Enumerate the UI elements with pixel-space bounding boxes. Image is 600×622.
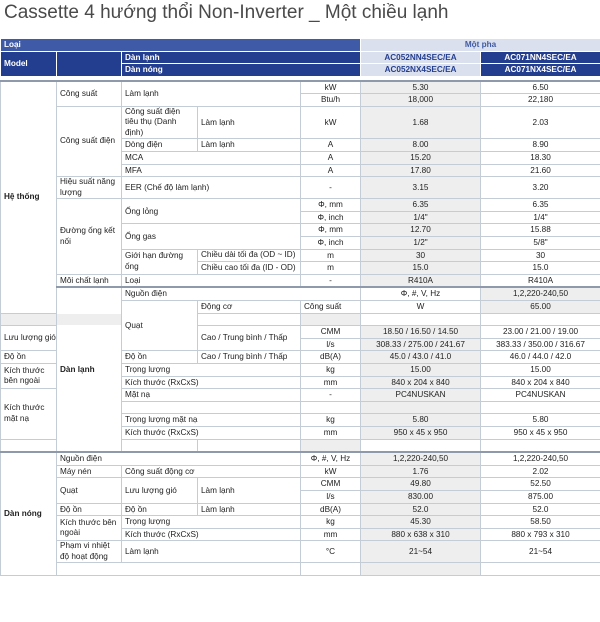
table-row: Môi chất lạnh Loại - R410A R410A bbox=[1, 274, 600, 287]
table-row: l/s 830.00 875.00 bbox=[1, 490, 600, 503]
table-row: Độ ồn Độ ồn Cao / Trung bình / Thấp dB(A) 45.0 / 43.0 / 41.0 46.0 / 44.0 / 42.0 bbox=[1, 351, 600, 364]
table-row: Ống gas Φ, mm 12.70 15.88 bbox=[1, 224, 600, 237]
table-row: Độ ồn Độ ồn Làm lạnh dB(A) 52.0 52.0 bbox=[1, 503, 600, 516]
table-row: l/s 308.33 / 275.00 / 241.67 383.33 / 350.00 / 316.67 bbox=[1, 338, 600, 351]
spec-table: Loại Một pha Model Dàn lạnh AC052NN4SEC/EA AC071NN4SEC/EA Dàn nóng AC052NX4SEC/EA AC071NX4SEC/EA Hệ thống Công suất Làm lạnh kW 5.30 6.50 Btu/h 18,000 22,180 Công suất điện Công suất điện tiêu thụ (Danh định) Làm lạnh kW 1.68 2.03 Dòng điện Làm lạnh A 8.00 8.90 MCA A 15.20 18.30 MFA A 17.80 21.60 Hiệu suất năng lượng EER (Chế độ làm lạnh) - 3.15 3.20 Đường ống kết nối Ống lỏng Φ, mm 6.35 6.35 Φ, inch 1/4" 1/4" Ống gas Φ, mm 12.70 15.88 Φ, inch 1/2" 5/8" Giới hạn đường ống Chiều dài tối đa (OD ~ ID) m 30 30 Chiều cao tối đa (ID - OD) m 15.0 15.0 Môi chất lạnh Loại - R410A R410A Dàn lạnh Nguồn điện Φ, #, V, Hz 1,2,220-240,50 Quạt Động cơ Công suất W 65.00 Lưu lượng gió Cao / Trung bình / Thấp CMM 18.50 / 16.50 / 14.50 23.00 / 21.00 / 19.00 l/s 308.33 / 275.00 / 241.67 383.33 / 350.00 / 316.67 Độ ồn Độ ồn Cao / Trung bình / Thấp dB(A) 45.0 / 43.0 / 41.0 46.0 / 44.0 / 42.0 Kích thước bên ngoài Trọng lượng kg 15.00 15.00 Kích thước (RxCxS) mm 840 x 204 x 840 840 x 204 x 840 Kích thước mặt nạ Mặt nạ - PC4NUSKAN PC4NUSKAN Trọng lượng mặt nạ kg 5.80 5.80 Kích thước (RxCxS) mm 950 x 45 x 950 950 x 45 x 950 Dàn nóng Nguồn điện Φ, #, V, Hz 1,2,220-240,50 1,2,220-240,50 Máy nén Công suất động cơ kW 1.76 2.02 Quạt Lưu lượng gió Làm lạnh CMM 49.80 52.50 l/s 830.00 875.00 Độ ồn Độ ồn Làm lạnh dB(A) 52.0 52.0 Kích thước bên ngoài Trọng lượng kg 45.30 58.50 Kích thước (RxCxS) mm 880 x 638 x 310 880 x 793 x 310 Phạm vi nhiệt độ hoạt động Làm lạnh °C 21~54 21~54 bbox=[0, 38, 600, 576]
model-1-outdoor: AC052NX4SEC/EA bbox=[361, 64, 481, 77]
model-2-outdoor: AC071NX4SEC/EA bbox=[481, 64, 600, 77]
table-row: Kích thước (RxCxS) mm 950 x 45 x 950 950 x 45 x 950 bbox=[1, 426, 600, 439]
table-row: MFA A 17.80 21.60 bbox=[1, 164, 600, 177]
table-row: Quạt Động cơ Công suất W 65.00 bbox=[1, 301, 600, 314]
model-2-indoor: AC071NN4SEC/EA bbox=[481, 51, 600, 64]
table-row: Kích thước mặt nạ Mặt nạ - PC4NUSKAN PC4NUSKAN bbox=[1, 389, 600, 402]
type-label: Loại bbox=[1, 39, 361, 52]
table-row: Trọng lượng mặt nạ kg 5.80 5.80 bbox=[1, 414, 600, 427]
table-row: Đường ống kết nối Ống lỏng Φ, mm 6.35 6.35 bbox=[1, 199, 600, 212]
section-indoor: Dàn lạnh bbox=[57, 287, 122, 452]
table-row: Φ, inch 1/2" 5/8" bbox=[1, 237, 600, 250]
table-row: Btu/h 18,000 22,180 bbox=[1, 94, 600, 107]
table-row: Máy nén Công suất động cơ kW 1.76 2.02 bbox=[1, 465, 600, 478]
page-title: Cassette 4 hướng thổi Non-Inverter _ Một chiều lạnh bbox=[4, 2, 449, 23]
model-1-indoor: AC052NN4SEC/EA bbox=[361, 51, 481, 64]
table-row: Hệ thống Công suất Làm lạnh kW 5.30 6.50 bbox=[1, 81, 600, 94]
outdoor-unit-label: Dàn nóng bbox=[122, 64, 361, 77]
table-row: Φ, inch 1/4" 1/4" bbox=[1, 211, 600, 224]
model-label: Model bbox=[1, 51, 57, 76]
indoor-unit-label: Dàn lạnh bbox=[122, 51, 361, 64]
section-outdoor: Dàn nóng bbox=[1, 452, 57, 575]
table-row: Kích thước (RxCxS) mm 840 x 204 x 840 840 x 204 x 840 bbox=[1, 376, 600, 389]
table-row: Dàn lạnh Nguồn điện Φ, #, V, Hz 1,2,220-240,50 bbox=[1, 287, 600, 300]
section-system: Hệ thống bbox=[1, 81, 57, 313]
table-row: Quạt Lưu lượng gió Làm lạnh CMM 49.80 52.50 bbox=[1, 478, 600, 491]
table-row: Kích thước (RxCxS) mm 880 x 638 x 310 880 x 793 x 310 bbox=[1, 528, 600, 541]
table-row: Kích thước bên ngoài Trọng lượng kg 15.00 15.00 bbox=[1, 363, 600, 376]
table-row: Lưu lượng gió Cao / Trung bình / Thấp CMM 18.50 / 16.50 / 14.50 23.00 / 21.00 / 19.00 bbox=[1, 326, 600, 339]
table-row: Kích thước bên ngoài Trọng lượng kg 45.30 58.50 bbox=[1, 516, 600, 529]
table-row: MCA A 15.20 18.30 bbox=[1, 152, 600, 165]
header-row-model bbox=[1, 51, 600, 64]
header-row-type bbox=[1, 39, 600, 52]
phase-label: Một pha bbox=[361, 39, 600, 52]
table-row: Dàn nóng Nguồn điện Φ, #, V, Hz 1,2,220-240,50 1,2,220-240,50 bbox=[1, 452, 600, 465]
table-row: Dòng điện Làm lạnh A 8.00 8.90 bbox=[1, 139, 600, 152]
